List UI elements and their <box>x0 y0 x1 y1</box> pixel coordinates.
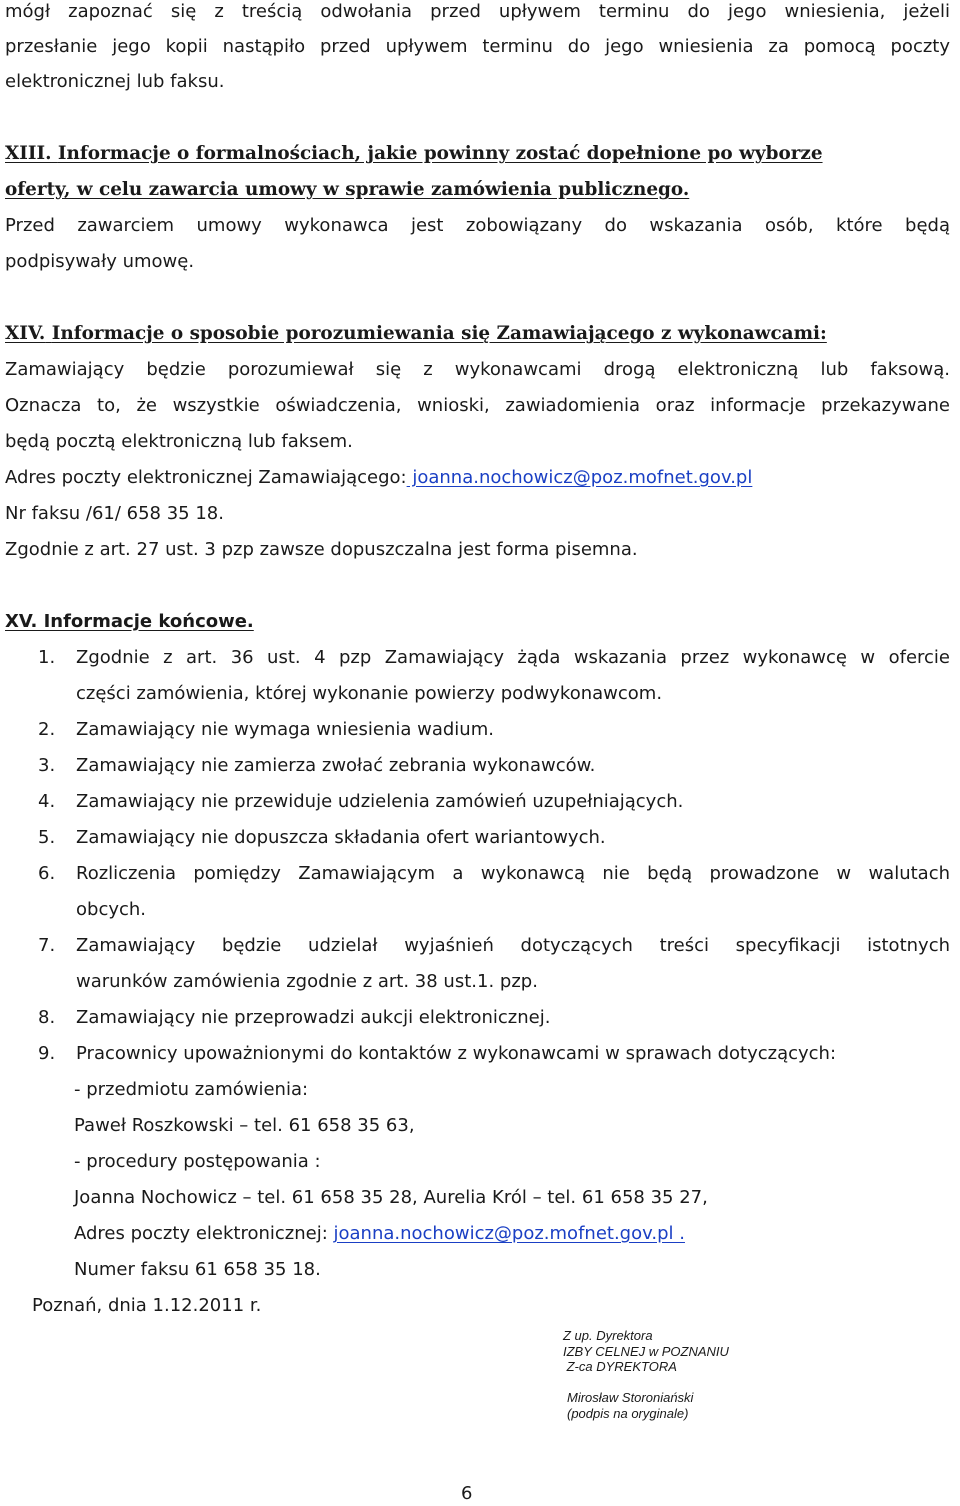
list-item-7-number: 7. <box>38 935 56 956</box>
signature-name: Mirosław Storoniański <box>567 1390 694 1405</box>
section-14-heading <box>5 322 827 346</box>
section-14-body-2: Oznacza to, że wszystkie oświadczenia, wnioski, zawiadomienia oraz informacje przekazywane <box>5 395 950 416</box>
section-14-art27: Zgodnie z art. 27 ust. 3 pzp zawsze dopuszczalna jest forma pisemna. <box>5 539 638 560</box>
list-item-9-text: Pracownicy upoważnionymi do kontaktów z wykonawcami w sprawach dotyczących: <box>76 1043 837 1064</box>
signature-note: (podpis na oryginale) <box>567 1406 689 1421</box>
contact-pawel: Paweł Roszkowski – tel. 61 658 35 63, <box>74 1115 415 1136</box>
intro-line-1: mógł zapoznać się z treścią odwołania przed upływem terminu do jego wniesienia, jeżeli <box>5 1 950 22</box>
intro-line-3: elektronicznej lub faksu. <box>5 71 225 92</box>
section-14-body-3: będą pocztą elektroniczną lub faksem. <box>5 431 353 452</box>
section-13-heading-line-2: oferty, w celu zawarcia umowy w sprawie zamówienia publicznego. <box>5 179 690 200</box>
list-item-2-text: Zamawiający nie wymaga wniesienia wadium. <box>76 719 494 740</box>
list-item-1-line-1: Zgodnie z art. 36 ust. 4 pzp Zamawiający żąda wskazania przez wykonawcę w ofercie <box>76 647 950 668</box>
section-14-email-label: Adres poczty elektronicznej Zamawiającego: <box>5 467 407 488</box>
list-item-6-line-2: obcych. <box>76 899 147 920</box>
section-13-heading-line-1: Informacje o formalnościach, jakie powinny zostać dopełnione po wyborze <box>57 143 823 164</box>
list-item-3-number: 3. <box>38 755 56 776</box>
signature-line-2: IZBY CELNEJ w POZNANIU <box>563 1344 729 1359</box>
list-item-6-line-1: Rozliczenia pomiędzy Zamawiającym a wykonawcą nie będą prowadzone w walutach <box>76 863 950 884</box>
section-14-email-link[interactable]: joanna.nochowicz@poz.mofnet.gov.pl <box>406 467 753 488</box>
section-15-heading: XV. Informacje końcowe. <box>5 611 254 632</box>
list-item-4-number: 4. <box>38 791 56 812</box>
list-item-6-number: 6. <box>38 863 56 884</box>
contact-email-label: Adres poczty elektronicznej: <box>74 1223 334 1244</box>
list-item-7-line-1: Zamawiający będzie udzielał wyjaśnień dotyczących treści specyfikacji istotnych <box>76 935 950 956</box>
contact-przedmiot-label: - przedmiotu zamówienia: <box>74 1079 309 1100</box>
section-14-fax: Nr faksu /61/ 658 35 18. <box>5 503 224 524</box>
contact-procedury-label: - procedury postępowania : <box>74 1151 321 1172</box>
section-14-heading-text: Informacje o sposobie porozumiewania się Zamawiającego z wykonawcami: <box>51 323 827 344</box>
section-13-heading <box>5 142 955 166</box>
section-14-body-1: Zamawiający będzie porozumiewał się z wykonawcami drogą elektroniczną lub faksową. <box>5 359 950 380</box>
list-item-3-text: Zamawiający nie zamierza zwołać zebrania wykonawców. <box>76 755 596 776</box>
list-item-1-line-2: części zamówienia, której wykonanie powierzy podwykonawcom. <box>76 683 663 704</box>
place-date: Poznań, dnia 1.12.2011 r. <box>32 1295 262 1316</box>
list-item-9-number: 9. <box>38 1043 56 1064</box>
contact-email-line <box>74 1222 685 1246</box>
contact-fax: Numer faksu 61 658 35 18. <box>74 1259 321 1280</box>
section-13-body-2: podpisywały umowę. <box>5 251 195 272</box>
contact-email-link[interactable]: joanna.nochowicz@poz.mofnet.gov.pl . <box>333 1223 685 1244</box>
page-number: 6 <box>461 1483 473 1504</box>
list-item-1-number: 1. <box>38 647 56 668</box>
section-13-body-1: Przed zawarciem umowy wykonawca jest zobowiązany do wskazania osób, które będą <box>5 215 950 236</box>
intro-line-2: przesłanie jego kopii nastąpiło przed upływem terminu do jego wniesienia za pomocą poczty <box>5 36 950 57</box>
signature-line-1: Z up. Dyrektora <box>563 1328 653 1343</box>
list-item-5-text: Zamawiający nie dopuszcza składania ofert wariantowych. <box>76 827 606 848</box>
section-14-email-line <box>5 466 752 490</box>
list-item-2-number: 2. <box>38 719 56 740</box>
list-item-8-number: 8. <box>38 1007 56 1028</box>
contact-joanna: Joanna Nochowicz – tel. 61 658 35 28, Aurelia Król – tel. 61 658 35 27, <box>74 1187 708 1208</box>
list-item-8-text: Zamawiający nie przeprowadzi aukcji elektronicznej. <box>76 1007 551 1028</box>
signature-line-3: Z-ca DYREKTORA <box>563 1359 677 1374</box>
section-13-number: XIII. <box>5 143 52 164</box>
section-14-number: XIV. <box>5 323 46 344</box>
list-item-5-number: 5. <box>38 827 56 848</box>
list-item-7-line-2: warunków zamówienia zgodnie z art. 38 ust.1. pzp. <box>76 971 538 992</box>
list-item-4-text: Zamawiający nie przewiduje udzielenia zamówień uzupełniających. <box>76 791 684 812</box>
